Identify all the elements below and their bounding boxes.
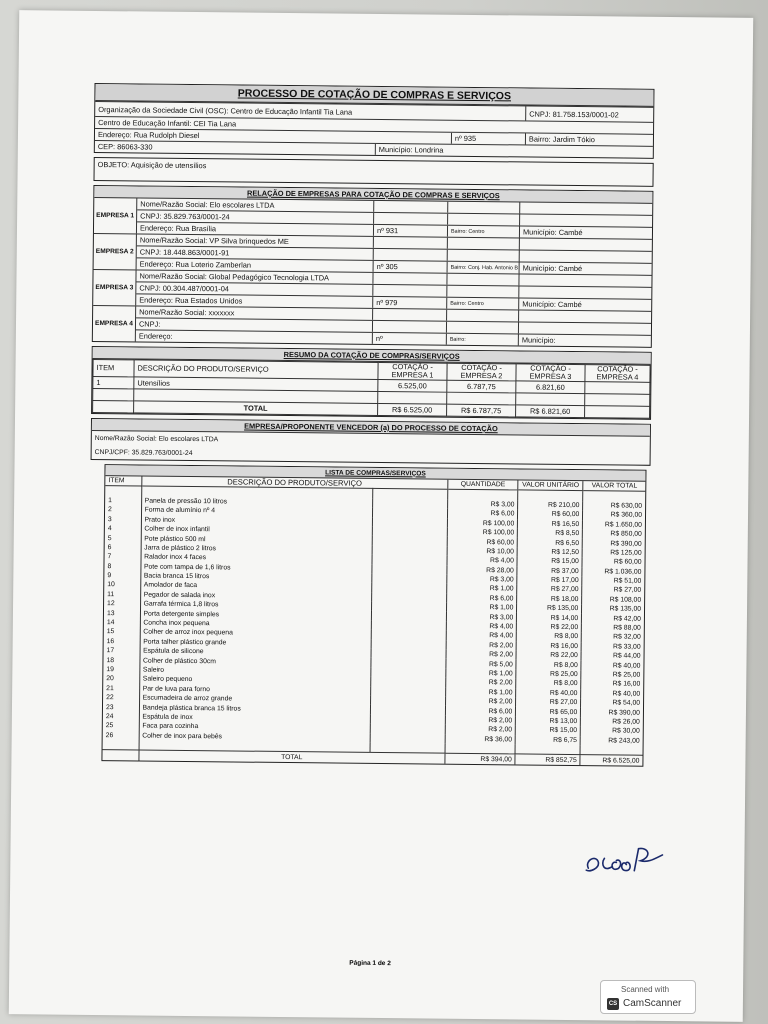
purchase-total-value: R$ 243,00	[580, 736, 642, 746]
purchase-unit-value: R$ 6,75	[515, 735, 580, 745]
purchase-description: Panela de pressão 10 litros	[141, 496, 372, 508]
company-district: Bairro:	[446, 334, 518, 346]
centro-name: Centro de Educação Infantil: CEI Tia Lana	[98, 118, 237, 129]
purchase-description: Pegador de salada inox	[140, 590, 371, 602]
purchase-description: Pote plástico 500 ml	[141, 534, 372, 546]
purchase-item: 12	[107, 600, 115, 608]
company-block	[94, 198, 652, 239]
purchase-item: 13	[106, 609, 115, 617]
zip-code: CEP: 86063-330	[97, 142, 153, 152]
purchase-quantity: R$ 6,00	[447, 593, 517, 603]
osc-cnpj: CNPJ: 81.758.153/0001-02	[525, 106, 653, 121]
purchase-item: 15	[106, 628, 115, 636]
purchase-total-value: R$ 390,00	[582, 538, 644, 548]
company-address: Endereço: Rua Brasília	[139, 223, 217, 234]
purchase-unit-value: R$ 65,00	[516, 707, 581, 717]
purchase-list	[101, 464, 646, 766]
summary-table	[92, 359, 651, 419]
purchase-header-total: VALOR TOTAL	[583, 481, 645, 492]
purchase-item: 17	[106, 647, 115, 655]
purchase-item: 7	[107, 553, 112, 561]
purchase-header-quantity: QUANTIDADE	[448, 480, 518, 491]
purchase-description: Garrafa térmica 1,8 litros	[140, 600, 371, 612]
camscanner-caption: Scanned with	[621, 985, 670, 994]
winner-title: EMPRESA/PROPONENTE VENCEDOR (a) DO PROCESSO DE COTAÇÃO	[92, 419, 650, 437]
company-block	[93, 269, 651, 311]
purchase-description: Amolador de faca	[140, 581, 371, 593]
company-label: EMPRESA 3	[93, 270, 136, 305]
camscanner-name: CamScanner	[623, 998, 682, 1009]
summary-value-1: 6.525,00	[378, 379, 447, 392]
city: Município: Londrina	[375, 144, 653, 158]
purchase-total-value: R$ 1.650,00	[583, 520, 645, 530]
purchase-quantity: R$ 4,00	[447, 556, 517, 566]
purchase-quantity: R$ 100,00	[447, 528, 517, 538]
company-name: Nome/Razão Social: Global Pedagógico Tecnologia LTDA	[139, 271, 330, 283]
purchase-unit-value: R$ 15,00	[516, 726, 581, 736]
page-number: Página 1 de 2	[349, 959, 391, 968]
purchase-description: Prato inox	[141, 515, 372, 527]
purchase-total-unit: R$ 852,75	[515, 754, 580, 765]
purchase-total-value: R$ 40,00	[581, 689, 643, 699]
summary-description: Utensílios	[134, 377, 378, 392]
purchase-total-value: R$ 30,00	[581, 726, 643, 736]
company-cnpj: CNPJ:	[138, 319, 161, 329]
purchase-unit-value: R$ 13,00	[516, 716, 581, 726]
winner-cnpj: CNPJ/CPF: 35.829.763/0001-24	[94, 448, 193, 458]
purchase-unit-value: R$ 16,00	[516, 641, 581, 651]
company-address: Endereço: Rua Estados Unidos	[139, 295, 243, 306]
purchase-header-item: ITEM	[105, 476, 141, 486]
company-number: nº 305	[373, 261, 447, 273]
purchase-quantity: R$ 1,00	[447, 584, 517, 594]
purchase-unit-value: R$ 8,50	[518, 528, 583, 538]
purchase-item: 9	[107, 572, 112, 580]
company-block	[93, 305, 651, 347]
purchase-table	[102, 476, 645, 765]
purchase-quantity: R$ 2,00	[446, 678, 516, 688]
purchase-unit-value: R$ 16,50	[518, 519, 583, 529]
purchase-grand-total: R$ 6.525,00	[580, 755, 642, 766]
purchase-item: 21	[106, 684, 114, 692]
header-box	[94, 83, 655, 159]
summary-value-2: 6.787,75	[447, 380, 516, 393]
purchase-unit-value: R$ 8,00	[517, 632, 582, 642]
summary-header-item: ITEM	[93, 359, 134, 376]
purchase-description: Saleiro	[139, 665, 370, 677]
company-address: Endereço: Rua Loterio Zamberlan	[139, 259, 252, 270]
purchase-total-value: R$ 26,00	[581, 717, 643, 727]
purchase-unit-value: R$ 8,00	[516, 679, 581, 689]
purchase-total-value: R$ 33,00	[581, 642, 643, 652]
purchase-quantity: R$ 6,00	[445, 706, 515, 716]
purchase-total-label: TOTAL	[138, 750, 445, 763]
purchase-unit-value: R$ 37,00	[517, 566, 582, 576]
purchase-quantity: R$ 4,00	[446, 631, 516, 641]
purchase-item: 5	[107, 534, 112, 542]
purchase-total-value: R$ 32,00	[581, 632, 643, 642]
object-text: OBJETO: Aquisição de utensílios	[97, 160, 207, 171]
document	[87, 83, 654, 767]
summary-total-4	[585, 406, 650, 419]
winner-box	[91, 418, 651, 466]
winner-name: Nome/Razão Social: Elo escolares LTDA	[94, 434, 219, 444]
purchase-total-value: R$ 850,00	[583, 529, 645, 539]
company-cnpj: CNPJ: 35.829.763/0001-24	[140, 211, 230, 222]
purchase-description: Espátula de inox	[139, 712, 370, 724]
purchase-total-value: R$ 1.036,00	[582, 567, 644, 577]
company-city: Município:	[518, 334, 651, 346]
companies-title: RELAÇÃO DE EMPRESAS PARA COTAÇÃO DE COMPRAS E SERVIÇOS	[94, 186, 652, 204]
company-district: Bairro: Centro	[447, 226, 519, 238]
purchase-item: 19	[106, 666, 114, 674]
purchase-total-value: R$ 135,00	[582, 604, 644, 614]
purchase-quantity: R$ 2,00	[445, 715, 515, 725]
purchase-description: Bacia branca 15 litros	[140, 571, 371, 583]
purchase-list-title: LISTA DE COMPRAS/SERVIÇOS	[105, 465, 645, 482]
purchase-item: 8	[107, 562, 112, 570]
purchase-total-value: R$ 27,00	[582, 585, 644, 595]
document-title: PROCESSO DE COTAÇÃO DE COMPRAS E SERVIÇOS	[95, 84, 653, 107]
purchase-total-value: R$ 108,00	[582, 595, 644, 605]
purchase-total-value: R$ 54,00	[581, 698, 643, 708]
osc-name: Organização da Sociedade Civil (OSC): Centro de Educação Infantil Tia Lana	[98, 104, 353, 117]
purchase-item: 11	[107, 591, 115, 599]
company-label: EMPRESA 1	[94, 198, 137, 233]
purchase-quantity: R$ 3,00	[447, 575, 517, 585]
purchase-description: Colher de inox infantil	[141, 524, 372, 536]
purchase-description: Concha inox pequena	[140, 618, 371, 630]
purchase-description: Forma de alumínio nº 4	[141, 506, 372, 518]
company-number: nº 979	[372, 297, 446, 309]
purchase-item: 10	[107, 581, 115, 589]
purchase-description: Par de luva para forno	[139, 684, 370, 696]
purchase-quantity: R$ 60,00	[447, 537, 517, 547]
company-cnpj: CNPJ: 18.448.863/0001-91	[139, 247, 230, 258]
purchase-total-value: R$ 42,00	[582, 614, 644, 624]
purchase-unit-value: R$ 22,00	[517, 622, 582, 632]
purchase-quantity: R$ 28,00	[447, 565, 517, 575]
object-box	[93, 157, 653, 187]
purchase-total-value: R$ 25,00	[581, 670, 643, 680]
address-number: nº 935	[451, 133, 525, 145]
company-name: Nome/Razão Social: Elo escolares LTDA	[140, 199, 275, 210]
purchase-unit-value: R$ 22,00	[516, 650, 581, 660]
purchase-description: Porta talher plástico grande	[140, 637, 371, 649]
purchase-total-value: R$ 125,00	[582, 548, 644, 558]
company-district: Bairro: Centro	[446, 298, 518, 310]
summary-header-company-3: COTAÇÃO - EMPRESA 3	[516, 364, 585, 382]
purchase-description: Porta detergente simples	[140, 609, 371, 621]
purchase-item: 1	[108, 497, 112, 505]
purchase-description: Colher de plástico 30cm	[139, 656, 370, 668]
purchase-unit-value: R$ 135,00	[517, 604, 582, 614]
company-number: nº 931	[373, 225, 447, 237]
company-label: EMPRESA 2	[94, 234, 137, 269]
purchase-header-description: DESCRIÇÃO DO PRODUTO/SERVIÇO	[141, 476, 448, 489]
purchase-item: 22	[106, 694, 114, 702]
purchase-unit-value: R$ 27,00	[517, 585, 582, 595]
summary-box	[91, 346, 652, 420]
purchase-quantity: R$ 2,00	[445, 725, 515, 735]
purchase-item: 16	[106, 637, 115, 646]
purchase-total-value: R$ 360,00	[583, 510, 645, 520]
purchase-quantity: R$ 10,00	[447, 546, 517, 556]
summary-header-company-4: COTAÇÃO - EMPRESA 4	[585, 365, 650, 383]
company-number: nº	[372, 333, 446, 345]
company-block	[94, 233, 652, 275]
purchase-quantity: R$ 6,00	[447, 509, 517, 519]
purchase-unit-value: R$ 60,00	[518, 510, 583, 520]
purchase-item: 2	[108, 506, 112, 514]
purchase-item: 26	[105, 731, 114, 739]
camscanner-logo-icon: CS	[607, 998, 619, 1010]
purchase-total-value: R$ 16,00	[581, 679, 643, 689]
purchase-quantity: R$ 1,00	[446, 669, 516, 679]
purchase-unit-value: R$ 12,50	[517, 547, 582, 557]
summary-total-2: R$ 6.787,75	[447, 404, 516, 417]
purchase-total-value: R$ 60,00	[582, 557, 644, 567]
purchase-unit-value: R$ 25,00	[516, 669, 581, 679]
company-name: Nome/Razão Social: VP Silva brinquedos ME	[139, 235, 289, 247]
summary-value-3: 6.821,60	[516, 381, 585, 394]
purchase-quantity: R$ 1,00	[446, 687, 516, 697]
summary-header-company-2: COTAÇÃO - EMPRESA 2	[447, 363, 516, 381]
purchase-item: 18	[106, 656, 115, 664]
paper-sheet	[9, 10, 753, 1022]
purchase-quantity: R$ 2,00	[446, 640, 516, 650]
purchase-description: Jarra de plástico 2 litros	[141, 543, 372, 555]
company-address: Endereço:	[138, 331, 173, 341]
purchase-unit-value: R$ 27,00	[516, 697, 581, 707]
purchase-quantity: R$ 100,00	[447, 518, 517, 528]
summary-total-label: TOTAL	[134, 401, 378, 416]
address: Endereço: Rua Rudolph Diesel	[97, 130, 200, 141]
purchase-description: Espátula de silicone	[140, 647, 371, 659]
camscanner-badge	[600, 980, 696, 1014]
company-label: EMPRESA 4	[93, 306, 136, 341]
summary-header-description: DESCRIÇÃO DO PRODUTO/SERVIÇO	[134, 360, 378, 380]
purchase-description: Pote com tampa de 1,6 litros	[140, 562, 371, 574]
purchase-item: 20	[106, 675, 114, 683]
purchase-quantity: R$ 2,00	[446, 650, 516, 660]
purchase-unit-value: R$ 15,00	[517, 557, 582, 567]
company-city: Município: Cambé	[519, 226, 652, 238]
purchase-unit-value: R$ 14,00	[517, 613, 582, 623]
summary-title: RESUMO DA COTAÇÃO DE COMPRAS/SERVIÇOS	[93, 347, 651, 365]
company-cnpj: CNPJ: 00.304.487/0001-04	[139, 283, 229, 294]
purchase-item: 23	[105, 703, 114, 711]
summary-total-1: R$ 6.525,00	[378, 403, 447, 416]
summary-header-company-1: COTAÇÃO - EMPRESA 1	[378, 362, 447, 380]
company-name: Nome/Razão Social: xxxxxxx	[139, 307, 235, 318]
purchase-item: 24	[105, 713, 114, 721]
handwritten-signature	[582, 840, 668, 881]
purchase-total-quantity: R$ 394,00	[445, 754, 515, 765]
purchase-item: 25	[105, 722, 114, 730]
purchase-item: 14	[106, 619, 115, 627]
summary-value-4	[585, 382, 650, 395]
purchase-unit-value: R$ 17,00	[517, 575, 582, 585]
purchase-quantity: R$ 4,00	[446, 622, 516, 632]
companies-box	[92, 185, 654, 348]
purchase-quantity: R$ 2,00	[445, 697, 515, 707]
purchase-quantity: R$ 1,00	[446, 603, 516, 613]
purchase-unit-value: R$ 18,00	[517, 594, 582, 604]
purchase-unit-value: R$ 40,00	[516, 688, 581, 698]
purchase-description: Escumadeira de arroz grande	[139, 693, 370, 705]
summary-total-3: R$ 6.821,60	[516, 405, 585, 418]
purchase-unit-value: R$ 6,50	[518, 538, 583, 548]
company-city: Município: Cambé	[518, 298, 651, 310]
address-district: Bairro: Jardim Tókio	[525, 133, 653, 145]
purchase-item: 6	[107, 544, 112, 552]
purchase-total-value: R$ 40,00	[581, 661, 643, 671]
purchase-total-value: R$ 51,00	[582, 576, 644, 586]
purchase-unit-value: R$ 210,00	[518, 500, 583, 510]
purchase-total-value: R$ 630,00	[583, 501, 645, 511]
purchase-item: 3	[107, 515, 112, 523]
purchase-quantity: R$ 3,00	[448, 499, 518, 509]
company-district: Bairro: Conj. Hab. Antonio B	[447, 262, 519, 274]
purchase-description: Bandeja plástica branca 15 litros	[139, 703, 370, 715]
company-city: Município: Cambé	[519, 262, 652, 274]
purchase-description: Ralador inox 4 faces	[141, 553, 372, 565]
purchase-total-value: R$ 88,00	[582, 623, 644, 633]
purchase-item: 4	[107, 525, 112, 533]
purchase-description: Saleiro pequeno	[139, 675, 370, 687]
purchase-header-unit: VALOR UNITÁRIO	[518, 480, 583, 491]
purchase-unit-value: R$ 8,00	[516, 660, 581, 670]
purchase-quantity: R$ 5,00	[446, 659, 516, 669]
purchase-description: Faca para cozinha	[139, 722, 370, 734]
purchase-total-value: R$ 390,00	[581, 707, 643, 717]
purchase-description: Colher de arroz inox pequena	[140, 628, 371, 640]
purchase-quantity: R$ 3,00	[446, 612, 516, 622]
summary-item: 1	[93, 376, 134, 388]
purchase-total-value: R$ 44,00	[581, 651, 643, 661]
purchase-description: Colher de inox para bebês	[139, 731, 370, 743]
purchase-quantity: R$ 36,00	[445, 734, 515, 744]
